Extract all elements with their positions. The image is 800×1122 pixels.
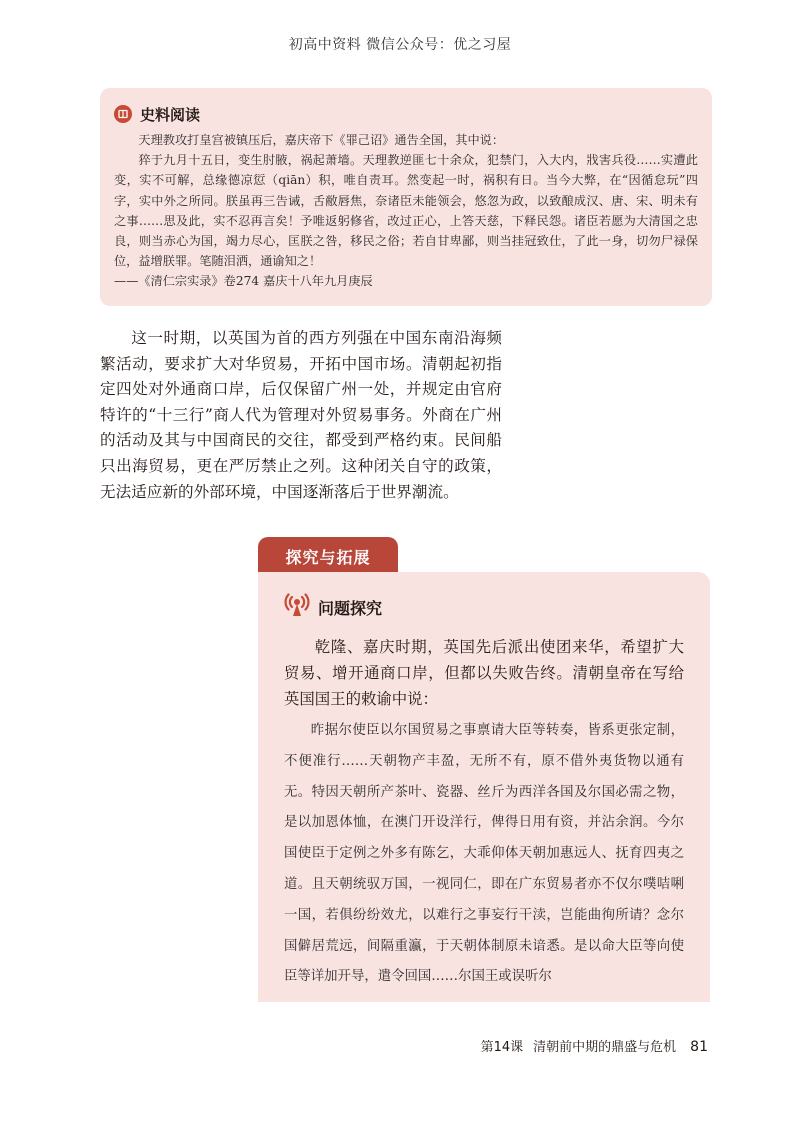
- question-title-row: [284, 594, 684, 620]
- main-paragraph: [100, 326, 502, 505]
- lesson-number: 第14课: [480, 1040, 524, 1055]
- explore-tab: [258, 537, 398, 575]
- question-quote: [284, 716, 684, 993]
- main-paragraph-text: 这一时期，以英国为首的西方列强在中国东南沿海频繁活动，要求扩大对华贸易，开拓中国市场。清朝起初指定四处对外通商口岸，后仅保留广州一处，并规定由官府特许的“十三行”商人代为管理对外贸易事务。外商在广州的活动及其与中国商民的交往，都受到严格约束。民间船只出海贸易，更在严厉禁止之列。这种闭关自守的政策，无法适应新的外部环境，中国逐渐落后于世界潮流。: [100, 329, 502, 501]
- lesson-title: 清朝前中期的鼎盛与危机: [533, 1040, 677, 1055]
- reading-box: [100, 88, 712, 306]
- reading-intro: 天理教攻打皇宫被镇压后，嘉庆帝下《罪己诏》通告全国，其中说：: [138, 133, 505, 147]
- question-title: 问题探究: [318, 598, 383, 618]
- reading-source: ——《清仁宗实录》卷274 嘉庆十八年九月庚辰: [114, 274, 373, 289]
- question-intro-text: 乾隆、嘉庆时期，英国先后派出使团来华，希望扩大贸易、增开通商口岸，但都以失败告终。清朝皇帝在写给英国国王的敕谕中说：: [284, 638, 684, 708]
- reading-title-row: [114, 102, 698, 126]
- question-quote-text: 昨据尔使臣以尔国贸易之事禀请大臣等转奏，皆系更张定制，不便准行……天朝物产丰盈，无所不有，原不借外夷货物以通有无。特因天朝所产茶叶、瓷器、丝斤为西洋各国及尔国必需之物，是以加恩体恤，在澳门开设洋行，俾得日用有资，并沾余润。今尔国使臣于定例之外多有陈乞，大乖仰体天朝加惠远人、抚育四夷之道。且天朝统驭万国，一视同仁，即在广东贸易者亦不仅尔噗咭唎一国，若俱纷纷效尤，以难行之事妄行干渎，岂能曲徇所请？念尔国僻居荒远，间隔重瀛，于天朝体制原未谙悉。是以命大臣等向使臣等详加开导，遣令回国……尔国王或误听尔: [284, 723, 684, 985]
- explore-box: [258, 572, 710, 1002]
- book-icon: [114, 105, 132, 123]
- page-footer: [481, 1036, 708, 1055]
- explore-tab-label: 探究与拓展: [285, 547, 371, 567]
- reading-body: [114, 130, 698, 292]
- page-number: 81: [690, 1039, 708, 1055]
- signal-icon: [284, 593, 310, 621]
- reading-quote: 猝于九月十五日，变生肘腋，祸起萧墙。天理教逆匪七十余众，犯禁门，入大内，戕害兵役……实遭此变，实不可解，总缘德凉愆（qiān）积，唯自责耳。然变起一时，祸积有日。当今大弊，在“因循怠玩”四字，实中外之所同。朕虽再三告诫，舌敝唇焦，奈诸臣未能领会，悠忽为政，以致酿成汉、唐、宋、明未有之事……思及此，实不忍再言矣！予唯返躬修省，改过正心，上答天慈，下释民怨。诸臣若愿为大清国之忠良，则当赤心为国，竭力尽心，匡朕之咎，移民之俗；若自甘卑鄙，则当挂冠致仕，了此一身，切勿尸禄保位，益增朕罪。笔随泪洒，通谕知之！: [114, 153, 698, 269]
- reading-title: 史料阅读: [140, 105, 201, 124]
- page-header: 初高中资料 微信公众号：优之习屋: [288, 37, 512, 53]
- question-intro: [284, 634, 684, 712]
